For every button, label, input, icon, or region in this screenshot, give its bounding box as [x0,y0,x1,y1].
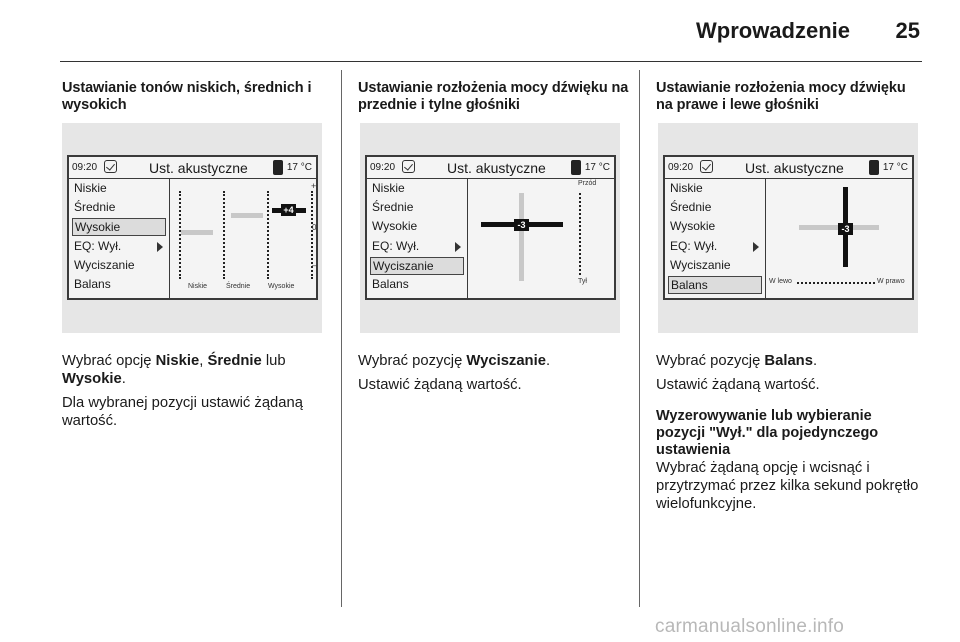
text: . [121,371,126,387]
menu-item-eq-label: EQ: Wył. [372,239,420,253]
column-divider [639,70,640,607]
column-1-text [62,346,332,430]
paragraph: Ustawić żądaną wartość. [656,377,820,393]
arrow-right-icon [753,242,759,252]
thermometer-icon [273,160,283,175]
column-3 [656,80,924,114]
text: . [812,353,818,369]
eq-slider-track [267,191,269,279]
screen-status-bar [665,157,912,179]
eq-scale-minus: – [312,260,318,270]
menu-item-srednie[interactable]: Średnie [74,200,116,214]
figure-balance [658,123,918,333]
screen-title: Ust. akustyczne [745,160,844,176]
screen-menu [69,179,170,298]
balance-label-right: W prawo [877,278,905,285]
menu-item-balans[interactable]: Balans [372,277,409,291]
text: Wybrać opcję [62,353,156,369]
eq-scale-plus: + [311,181,317,191]
bold-text: Niskie [155,353,200,369]
screen-title: Ust. akustyczne [447,160,546,176]
text: Wybrać pozycję [656,353,765,369]
bold-text: Wyciszanie [466,353,546,369]
paragraph: Ustawić żądaną wartość. [358,377,522,393]
fader-value-badge: -3 [514,219,529,231]
arrow-right-icon [157,242,163,252]
equalizer-visual [171,179,316,298]
balance-track [797,282,875,284]
menu-item-eq[interactable] [370,238,464,256]
screen-status-bar [367,157,614,179]
check-icon [402,160,415,173]
figure-equalizer [62,123,322,333]
text: . [545,353,551,369]
menu-item-wyciszanie[interactable]: Wyciszanie [74,258,135,272]
screen-time: 09:20 [72,162,98,173]
column-divider [341,70,342,607]
menu-item-wysokie[interactable]: Wysokie [670,219,716,233]
thermometer-icon [571,160,581,175]
page-number: 25 [895,18,920,43]
eq-label-niskie: Niskie [188,283,208,290]
screen-status-bar [69,157,316,179]
menu-item-wysokie[interactable]: Wysokie [72,218,166,236]
menu-item-balans[interactable]: Balans [74,277,111,291]
screen-temperature: 17 °C [286,162,312,173]
screen-menu [665,179,766,298]
eq-level-niskie [181,230,213,235]
bold-text: Wysokie [62,371,122,387]
eq-slider-track [223,191,225,279]
column-3-text [656,346,924,513]
sub-heading: Wyzerowywanie lub wybieranie pozycji "Wył." dla pojedynczego ustawienia [656,408,879,458]
text: lub [261,353,286,369]
menu-item-eq-label: EQ: Wył. [74,239,122,253]
watermark: carmanualsonline.info [655,616,845,637]
balance-visual [767,179,912,298]
menu-item-eq[interactable] [668,238,762,256]
eq-level-srednie [231,213,263,218]
balance-label-left: W lewo [769,278,792,285]
eq-label-srednie: Średnie [226,283,251,290]
screen-time: 09:20 [370,162,396,173]
menu-item-eq[interactable] [72,238,166,256]
display-screen [67,155,318,300]
paragraph: Dla wybranej pozycji ustawić żądaną wartość. [62,395,303,429]
fader-track [579,193,581,275]
screen-title: Ust. akustyczne [149,160,248,176]
header-title: Wprowadzenie [695,18,850,43]
column-1 [62,80,327,114]
arrow-right-icon [455,242,461,252]
paragraph [358,352,628,370]
column-2-text [358,346,628,394]
display-screen [365,155,616,300]
paragraph [656,352,924,370]
screen-temperature: 17 °C [584,162,610,173]
eq-slider-track [179,191,181,279]
menu-item-niskie[interactable]: Niskie [74,181,107,195]
bold-text: Balans [764,353,813,369]
menu-item-niskie[interactable]: Niskie [372,181,405,195]
section-heading: Ustawianie rozłożenia mocy dźwięku na przednie i tylne głośniki [358,80,629,113]
eq-value-badge: +4 [281,204,296,216]
fader-label-rear: Tył [578,278,587,285]
screen-time: 09:20 [668,162,694,173]
menu-item-wysokie[interactable]: Wysokie [372,219,418,233]
page-header [60,14,922,62]
balance-value-badge: -3 [838,223,853,235]
menu-item-eq-label: EQ: Wył. [670,239,718,253]
column-2 [358,80,633,114]
menu-item-niskie[interactable]: Niskie [670,181,703,195]
text: , [199,353,208,369]
fader-visual [469,179,614,298]
section-heading: Ustawianie tonów niskich, średnich i wysokich [62,80,312,113]
bold-text: Średnie [207,353,262,369]
check-icon [700,160,713,173]
fader-label-front: Przód [578,180,597,187]
text: Wybrać pozycję [358,353,467,369]
menu-item-srednie[interactable]: Średnie [670,200,712,214]
menu-item-wyciszanie[interactable]: Wyciszanie [670,258,731,272]
check-icon [104,160,117,173]
display-screen [663,155,914,300]
eq-label-wysokie: Wysokie [268,283,295,290]
eq-scale-zero: 0 [312,223,317,232]
paragraph: Wybrać żądaną opcję i wcisnąć i przytrzymać przez kilka sekund pokrętło wielofunkcyjne. [656,460,919,512]
paragraph [62,352,332,388]
menu-item-balans[interactable]: Balans [668,276,762,294]
screen-menu [367,179,468,298]
fader-vertical-bar [519,193,524,281]
figure-fader [360,123,620,333]
thermometer-icon [869,160,879,175]
section-heading: Ustawianie rozłożenia mocy dźwięku na prawe i lewe głośniki [656,80,906,113]
menu-item-srednie[interactable]: Średnie [372,200,414,214]
screen-temperature: 17 °C [882,162,908,173]
menu-item-wyciszanie[interactable]: Wyciszanie [370,257,464,275]
